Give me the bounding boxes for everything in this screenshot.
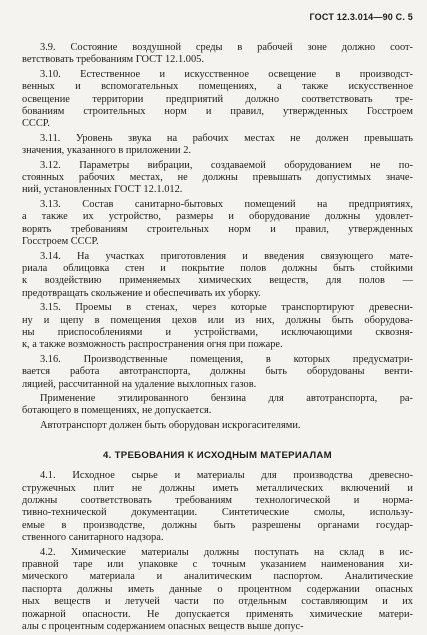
text-line: ветствовать требованиям ГОСТ 12.1.005. xyxy=(22,54,204,66)
text-line: алы с процентным содержанием опасных веществ выше допус- xyxy=(22,621,304,633)
text-line: пожарной опасности. Не допускается применять химические матери- xyxy=(22,608,413,620)
text-line: ботающего в помещениях, не допускается. xyxy=(22,405,212,417)
text-line: ственного санитарного надзора. xyxy=(22,532,164,544)
section-4-body xyxy=(22,470,413,633)
paragraph xyxy=(22,199,413,249)
text-line: 3.15. Проемы в стенах, через которые транспортируют древесни- xyxy=(40,302,413,314)
text-line: к воздействию применяемых химических веществ, для полов — xyxy=(22,275,413,287)
text-line: 3.12. Параметры вибрации, создаваемой оборудованием не по- xyxy=(40,159,413,171)
paragraph xyxy=(22,251,413,301)
text-line: вается работа автотранспорта, должны быть оборудованы венти- xyxy=(22,366,413,378)
text-line: а также их устройство, размеры и оборудование должны удовлет- xyxy=(22,211,413,223)
text-line: 3.14. На участках приготовления и введения связующего мате- xyxy=(40,250,413,262)
text-line: мического материала и аналитическим паспортом. Аналитические xyxy=(22,571,413,583)
text-line: 3.16. Производственные помещения, в которых предусматри- xyxy=(40,353,413,365)
text-line: Автотранспорт должен быть оборудован искрогасителями. xyxy=(40,419,301,431)
text-line: освещение территории предприятий должно соответствовать тре- xyxy=(22,93,413,105)
text-line: предотвращать скольжение и обеспечивать их уборку. xyxy=(22,287,261,299)
text-line: стружечных плит не должны иметь металлических включений и xyxy=(22,482,413,494)
text-line: Госстроем СССР. xyxy=(22,236,99,248)
text-line: риала облицовка стен и покрытие полов должны быть стойкими xyxy=(22,262,413,274)
text-line: тивно-технической документации. Синтетические смолы, использу- xyxy=(22,507,413,519)
text-line: СССР. xyxy=(22,118,50,130)
text-line: 3.11. Уровень звука на рабочих местах не должен превышать xyxy=(40,132,413,144)
text-line: ворять требованиям строительных норм и правил, утвержденных xyxy=(22,223,413,235)
text-line: Применение этилированного бензина для автотранспорта, ра- xyxy=(40,392,413,404)
text-line: ляцией, рассчитанной на удаление выхлопных газов. xyxy=(22,378,257,390)
text-line: ных веществ и летучей части по отдельным составляющим и их xyxy=(22,596,413,608)
paragraph xyxy=(22,420,413,432)
text-line: ну и щепу в помещения цехов или из них, должны быть оборудова- xyxy=(22,314,413,326)
text-line: 3.10. Естественное и искусственное освещение в производст- xyxy=(40,68,413,80)
text-line: к, а также возможность распространения огня при пожаре. xyxy=(22,339,283,351)
section-3-continuation xyxy=(22,42,413,432)
paragraph xyxy=(22,354,413,391)
section-4-title: 4. ТРЕБОВАНИЯ К ИСХОДНЫМ МАТЕРИАЛАМ xyxy=(103,450,332,462)
text-line: правной таре или упаковке с точным указанием наименования хи- xyxy=(22,559,413,571)
text-line: венных и вспомогательных помещениях, а также искусственное xyxy=(22,81,413,93)
paragraph xyxy=(22,393,413,418)
paragraph xyxy=(22,133,413,158)
text-line: паспорта должны иметь данные о процентном содержании опасных xyxy=(22,583,413,595)
text-line: 3.13. Состав санитарно-бытовых помещений на предприятиях, xyxy=(40,198,413,210)
text-line: 4.2. Химические материалы должны поступать на склад в ис- xyxy=(40,546,413,558)
text-line: стоянных рабочих местах, не должны превышать допустимых значе- xyxy=(22,172,413,184)
text-line: ний, установленных ГОСТ 12.1.012. xyxy=(22,184,183,196)
paragraph xyxy=(22,69,413,131)
text-line: 4.1. Исходное сырье и материалы для производства древесно- xyxy=(40,470,413,482)
paragraph xyxy=(22,547,413,634)
page-header: ГОСТ 12.3.014—90 С. 5 xyxy=(309,12,413,22)
text-line: емые в производстве, должны быть разрешены органами государ- xyxy=(22,519,413,531)
document-body xyxy=(22,42,413,635)
text-line: ны приспособлениями и устройствами, исключающими сквозня- xyxy=(22,326,413,338)
text-line: значения, указанного в приложении 2. xyxy=(22,145,191,157)
text-line: 3.9. Состояние воздушной среды в рабочей зоне должно соот- xyxy=(40,42,413,53)
paragraph xyxy=(22,470,413,544)
paragraph xyxy=(22,302,413,352)
text-line: бованиям строительных норм и правил, утвержденных Госстроем xyxy=(22,106,413,118)
paragraph xyxy=(22,160,413,197)
paragraph xyxy=(22,42,413,67)
text-line: должны соответствовать требованиям технологической и норма- xyxy=(22,495,413,506)
